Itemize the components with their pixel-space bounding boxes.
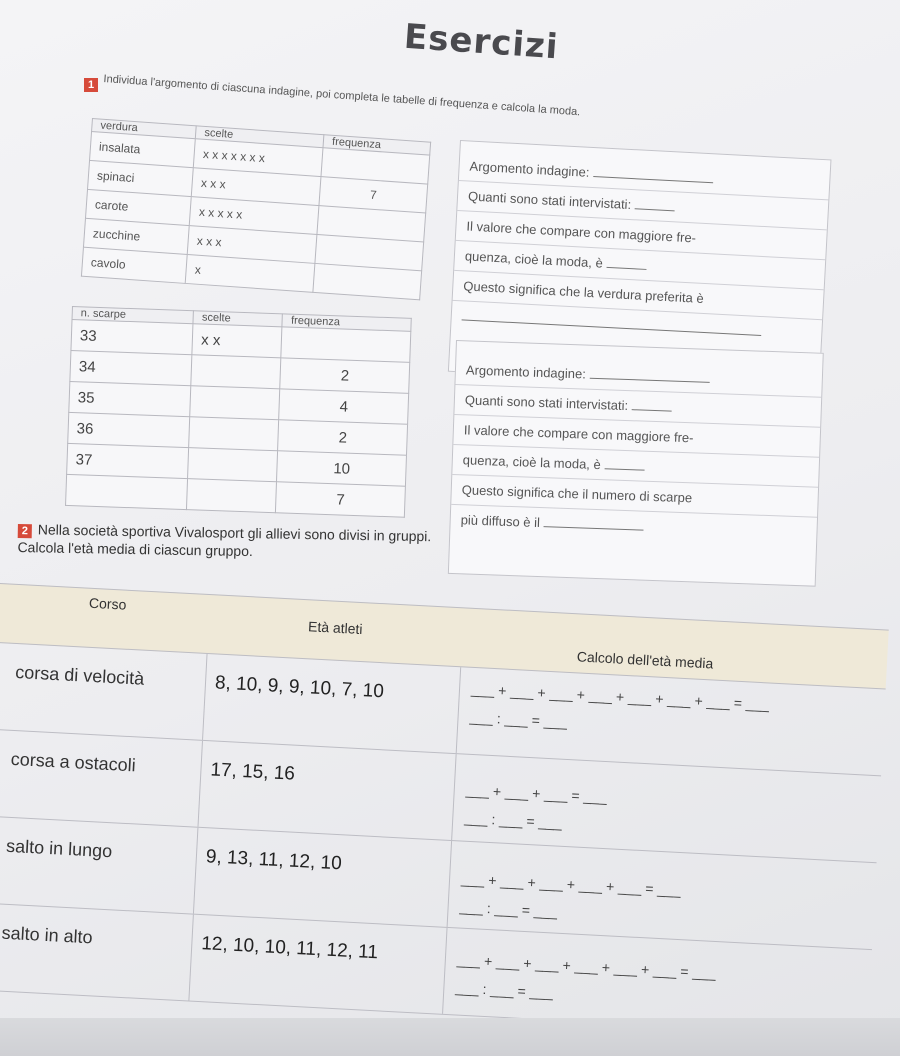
course-name: corsa a ostacoli [10, 748, 137, 776]
frequency-cell [281, 327, 411, 362]
table-cell: 34 [70, 350, 192, 385]
table-cell[interactable] [187, 479, 277, 513]
table-header: frequenza [282, 314, 411, 331]
question-label: Argomento indagine: [465, 362, 587, 382]
sum-blanks[interactable]: ___ + ___ + ___ + ___ + ___ + ___ + ___ = ___ [470, 680, 770, 713]
sum-blanks[interactable]: ___ + ___ + ___ = ___ [465, 781, 608, 806]
question-label: Il valore che compare con maggiore fre- [466, 218, 697, 246]
athlete-ages: 17, 15, 16 [209, 759, 296, 785]
division-blanks[interactable]: ___ : ___ = ___ [469, 708, 568, 730]
table-cell[interactable] [188, 448, 278, 482]
question-label: Quanti sono stati intervistati: [464, 392, 629, 414]
average-age-table [0, 582, 889, 1037]
table-cell: 36 [68, 412, 190, 447]
table-header: Età atleti [307, 618, 363, 638]
question-label: Argomento indagine: [469, 158, 590, 180]
table-header: frequenza [323, 135, 430, 155]
table-cell[interactable] [189, 417, 279, 451]
table-header: n. scarpe [72, 307, 194, 324]
course-name: corsa di velocità [14, 661, 145, 689]
table-cell: carote [85, 189, 191, 225]
division-blanks[interactable]: ___ : ___ = ___ [459, 898, 558, 920]
frequency-cell: 2 [278, 420, 408, 455]
answer-blank[interactable] [604, 468, 644, 470]
table-cell: 37 [67, 443, 189, 478]
question-label: Il valore che compare con maggiore fre- [463, 422, 694, 446]
shoe-size-frequency-table [65, 306, 412, 518]
instruction-line: Nella società sportiva Vivalosport gli allievi sono divisi in gruppi. [37, 521, 432, 545]
table-cell: 33 [71, 320, 193, 355]
answer-blank[interactable] [632, 409, 672, 411]
table-cell: 35 [69, 381, 191, 416]
page-edge-shadow [0, 1018, 900, 1056]
shoe-survey-answer-box [448, 340, 824, 587]
question-label: più diffuso è il [460, 512, 541, 531]
table-cell: x [185, 254, 315, 292]
table-cell: cavolo [81, 247, 187, 283]
answer-blank[interactable] [593, 176, 713, 183]
division-blanks[interactable]: ___ : ___ = ___ [455, 979, 554, 1001]
course-name: salto in alto [1, 922, 94, 948]
table-cell: x x x x x [189, 197, 319, 235]
answer-blank[interactable] [589, 378, 709, 383]
question-label: quenza, cioè la moda, è [462, 452, 602, 473]
question-label: Quanti sono stati intervistati: [467, 188, 632, 213]
table-header: scelte [193, 311, 283, 327]
answer-blank[interactable] [543, 526, 643, 530]
exercise-1-instruction: Individua l'argomento di ciascuna indagine, poi completa le tabelle di frequenza e calcola la moda. [103, 72, 581, 119]
table-cell: x x x x x x x [194, 139, 324, 177]
table-cell: x x [192, 324, 282, 358]
sum-blanks[interactable]: ___ + ___ + ___ + ___ + ___ + ___ = ___ [456, 951, 717, 982]
athlete-ages: 12, 10, 10, 11, 12, 11 [200, 933, 379, 964]
table-header: verdura [92, 119, 197, 139]
table-cell: x x x [192, 168, 322, 206]
frequency-cell: 4 [279, 389, 409, 424]
frequency-cell[interactable] [313, 263, 422, 299]
division-blanks[interactable]: ___ : ___ = ___ [463, 809, 563, 831]
athlete-ages: 8, 10, 9, 9, 10, 7, 10 [214, 672, 385, 703]
question-label: Questo significa che il numero di scarpe [461, 482, 693, 506]
answer-blank[interactable] [606, 267, 646, 270]
frequency-cell: 2 [280, 358, 410, 393]
athlete-ages: 9, 13, 11, 12, 10 [205, 846, 343, 875]
exercise-2-instruction [17, 520, 431, 563]
table-cell[interactable] [190, 386, 280, 420]
answer-blank[interactable] [635, 208, 675, 211]
exercise-1-badge: 1 [84, 78, 98, 92]
exercise-2-badge: 2 [18, 524, 32, 538]
question-label: quenza, cioè la moda, è [464, 248, 604, 271]
table-header: Corso [88, 594, 127, 613]
instruction-line: Calcola l'età media di ciascun gruppo. [17, 538, 254, 560]
table-cell: x x x [187, 226, 317, 264]
answer-blank[interactable] [462, 319, 762, 336]
table-cell [66, 474, 188, 509]
sum-blanks[interactable]: ___ + ___ + ___ + ___ + ___ = ___ [460, 870, 682, 899]
table-cell: spinaci [88, 160, 194, 196]
table-cell[interactable] [191, 355, 281, 389]
course-name: salto in lungo [5, 835, 113, 862]
page-title: Esercizi [402, 16, 560, 68]
frequency-cell: 7 [276, 482, 406, 517]
table-header: Calcolo dell'età media [576, 648, 714, 672]
question-label: Questo significa che la verdura preferita è [462, 278, 705, 306]
frequency-cell[interactable]: 7 [319, 177, 428, 213]
vegetable-frequency-table [81, 118, 431, 300]
table-cell: insalata [90, 132, 196, 168]
frequency-cell: 10 [277, 451, 407, 486]
table-header: scelte [196, 126, 325, 148]
table-cell: zucchine [83, 218, 189, 254]
